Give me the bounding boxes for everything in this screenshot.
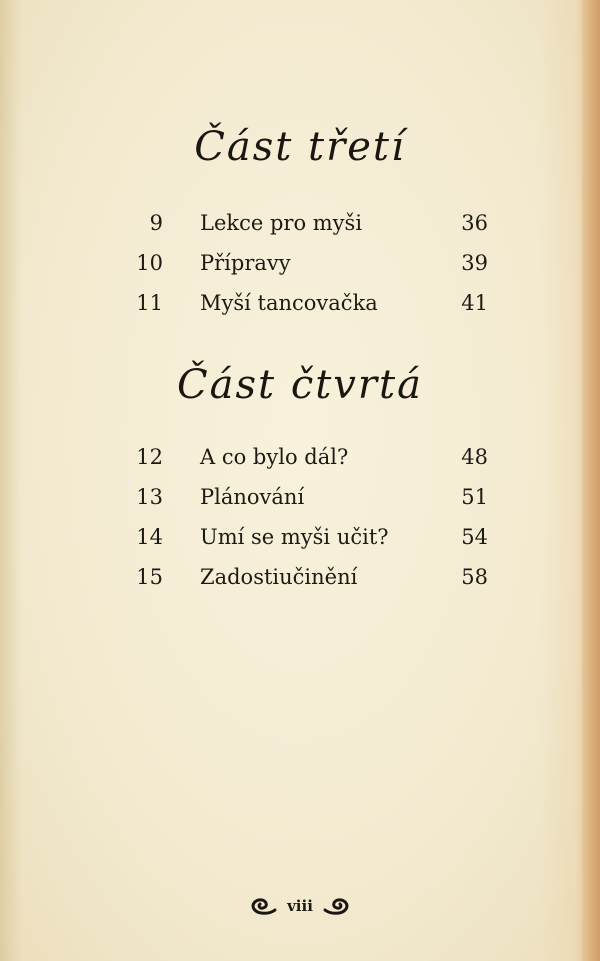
chapter-number: 14 — [136, 525, 163, 549]
toc-part-4 — [0, 437, 600, 597]
section-heading-part-3: Část třetí — [194, 124, 406, 170]
toc-entry — [0, 243, 600, 283]
chapter-number: 11 — [136, 291, 163, 315]
page-number: 41 — [461, 291, 488, 315]
page-number: 36 — [461, 211, 488, 235]
page-number: 54 — [461, 525, 488, 549]
page-number: 39 — [461, 251, 488, 275]
toc-entry — [0, 557, 600, 597]
swirl-icon — [250, 896, 278, 916]
chapter-title: Plánování — [200, 485, 305, 509]
folio-number: viii — [287, 897, 313, 915]
toc-entry — [0, 283, 600, 323]
chapter-title: Přípravy — [200, 251, 291, 275]
toc-entry — [0, 517, 600, 557]
page-number: 58 — [461, 565, 488, 589]
chapter-title: A co bylo dál? — [200, 445, 349, 469]
swirl-icon — [322, 896, 350, 916]
section-heading-part-4: Část čtvrtá — [177, 362, 423, 408]
chapter-number: 10 — [136, 251, 163, 275]
toc-entry — [0, 203, 600, 243]
toc-entry — [0, 477, 600, 517]
page-number: 48 — [461, 445, 488, 469]
chapter-number: 9 — [149, 211, 163, 235]
chapter-number: 15 — [136, 565, 163, 589]
page-footer — [0, 896, 600, 916]
toc-entry — [0, 437, 600, 477]
chapter-title: Zadostiučinění — [200, 565, 358, 589]
chapter-title: Myší tancovačka — [200, 291, 378, 315]
chapter-number: 12 — [136, 445, 163, 469]
toc-part-3 — [0, 203, 600, 323]
chapter-number: 13 — [136, 485, 163, 509]
page-number: 51 — [461, 485, 488, 509]
chapter-title: Lekce pro myši — [200, 211, 363, 235]
chapter-title: Umí se myši učit? — [200, 525, 389, 549]
